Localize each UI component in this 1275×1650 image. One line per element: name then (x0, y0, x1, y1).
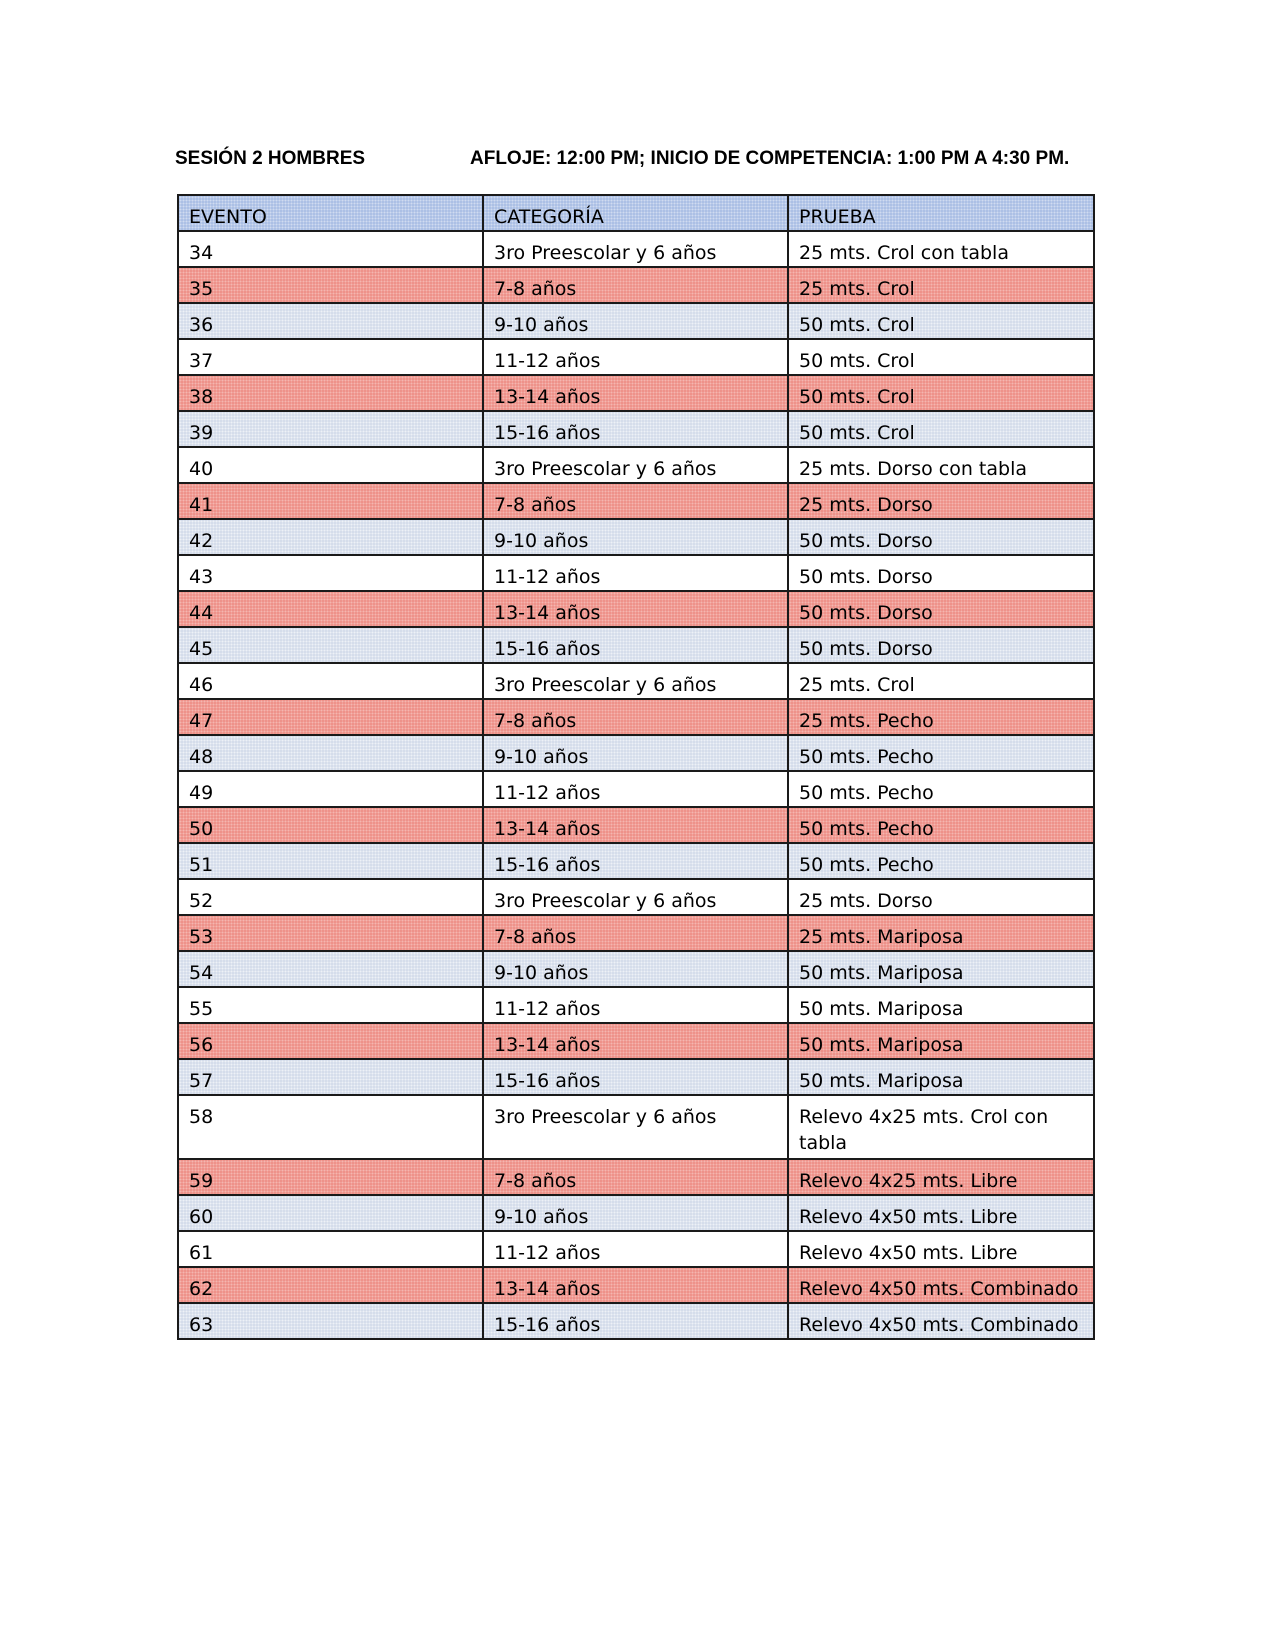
cell-evento: 40 (178, 447, 483, 483)
cell-categoria: 15-16 años (483, 627, 788, 663)
cell-categoria: 7-8 años (483, 699, 788, 735)
table-row (178, 591, 1094, 627)
cell-evento: 36 (178, 303, 483, 339)
cell-categoria: 15-16 años (483, 1303, 788, 1339)
cell-evento: 38 (178, 375, 483, 411)
table-row (178, 1267, 1094, 1303)
events-table-body (178, 231, 1094, 1339)
cell-evento: 45 (178, 627, 483, 663)
table-row (178, 303, 1094, 339)
table-row (178, 843, 1094, 879)
cell-categoria: 13-14 años (483, 375, 788, 411)
table-row (178, 519, 1094, 555)
cell-evento: 41 (178, 483, 483, 519)
cell-prueba: 25 mts. Dorso (788, 879, 1094, 915)
schedule-text: AFLOJE: 12:00 PM; INICIO DE COMPETENCIA: 1:00 PM A 4:30 PM. (470, 148, 1070, 169)
cell-categoria: 9-10 años (483, 1195, 788, 1231)
cell-evento: 54 (178, 951, 483, 987)
cell-categoria: 3ro Preescolar y 6 años (483, 231, 788, 267)
cell-categoria: 11-12 años (483, 339, 788, 375)
table-row (178, 807, 1094, 843)
cell-prueba: 25 mts. Dorso con tabla (788, 447, 1094, 483)
cell-categoria: 7-8 años (483, 267, 788, 303)
cell-evento: 53 (178, 915, 483, 951)
cell-evento: 39 (178, 411, 483, 447)
table-row (178, 915, 1094, 951)
cell-prueba: 25 mts. Crol (788, 663, 1094, 699)
cell-prueba: 50 mts. Crol (788, 303, 1094, 339)
cell-evento: 62 (178, 1267, 483, 1303)
page-heading (175, 148, 1095, 176)
cell-prueba: 50 mts. Crol (788, 411, 1094, 447)
cell-prueba: 50 mts. Mariposa (788, 987, 1094, 1023)
table-row (178, 267, 1094, 303)
table-row (178, 699, 1094, 735)
cell-evento: 44 (178, 591, 483, 627)
cell-evento: 58 (178, 1095, 483, 1159)
cell-prueba: 50 mts. Dorso (788, 627, 1094, 663)
table-row (178, 1095, 1094, 1159)
cell-prueba: Relevo 4x50 mts. Libre (788, 1231, 1094, 1267)
column-header-categoria: CATEGORÍA (483, 195, 788, 231)
cell-categoria: 13-14 años (483, 591, 788, 627)
cell-categoria: 9-10 años (483, 519, 788, 555)
cell-categoria: 7-8 años (483, 1159, 788, 1195)
cell-evento: 61 (178, 1231, 483, 1267)
cell-prueba: 50 mts. Pecho (788, 807, 1094, 843)
cell-prueba: 50 mts. Pecho (788, 771, 1094, 807)
cell-categoria: 13-14 años (483, 807, 788, 843)
table-row (178, 339, 1094, 375)
cell-evento: 46 (178, 663, 483, 699)
cell-categoria: 13-14 años (483, 1023, 788, 1059)
cell-prueba: 50 mts. Mariposa (788, 951, 1094, 987)
table-row (178, 771, 1094, 807)
cell-categoria: 13-14 años (483, 1267, 788, 1303)
table-row (178, 447, 1094, 483)
column-header-evento: EVENTO (178, 195, 483, 231)
cell-categoria: 7-8 años (483, 483, 788, 519)
table-row (178, 375, 1094, 411)
cell-evento: 43 (178, 555, 483, 591)
cell-evento: 63 (178, 1303, 483, 1339)
cell-categoria: 11-12 años (483, 1231, 788, 1267)
table-header-row (178, 195, 1094, 231)
cell-evento: 50 (178, 807, 483, 843)
cell-prueba: Relevo 4x50 mts. Combinado (788, 1267, 1094, 1303)
table-row (178, 627, 1094, 663)
cell-prueba: 25 mts. Dorso (788, 483, 1094, 519)
cell-evento: 49 (178, 771, 483, 807)
cell-evento: 60 (178, 1195, 483, 1231)
table-row (178, 1231, 1094, 1267)
cell-evento: 35 (178, 267, 483, 303)
table-row (178, 483, 1094, 519)
cell-evento: 56 (178, 1023, 483, 1059)
cell-categoria: 11-12 años (483, 987, 788, 1023)
cell-prueba: 50 mts. Crol (788, 375, 1094, 411)
cell-categoria: 9-10 años (483, 951, 788, 987)
cell-evento: 47 (178, 699, 483, 735)
session-title: SESIÓN 2 HOMBRES (175, 148, 366, 169)
cell-prueba: Relevo 4x50 mts. Combinado (788, 1303, 1094, 1339)
cell-prueba: 50 mts. Pecho (788, 735, 1094, 771)
cell-prueba: 50 mts. Mariposa (788, 1023, 1094, 1059)
cell-categoria: 3ro Preescolar y 6 años (483, 879, 788, 915)
cell-categoria: 11-12 años (483, 771, 788, 807)
cell-categoria: 9-10 años (483, 735, 788, 771)
events-table (177, 194, 1095, 1340)
cell-categoria: 3ro Preescolar y 6 años (483, 447, 788, 483)
table-row (178, 1059, 1094, 1095)
column-header-prueba: PRUEBA (788, 195, 1094, 231)
table-row (178, 951, 1094, 987)
cell-evento: 37 (178, 339, 483, 375)
table-row (178, 663, 1094, 699)
cell-categoria: 11-12 años (483, 555, 788, 591)
cell-evento: 42 (178, 519, 483, 555)
cell-evento: 52 (178, 879, 483, 915)
cell-evento: 57 (178, 1059, 483, 1095)
cell-prueba: 25 mts. Crol con tabla (788, 231, 1094, 267)
cell-prueba: 50 mts. Dorso (788, 591, 1094, 627)
cell-categoria: 15-16 años (483, 411, 788, 447)
cell-prueba: 25 mts. Crol (788, 267, 1094, 303)
cell-prueba: Relevo 4x25 mts. Crol con tabla (788, 1095, 1094, 1159)
cell-prueba: 25 mts. Pecho (788, 699, 1094, 735)
cell-categoria: 15-16 años (483, 1059, 788, 1095)
cell-prueba: Relevo 4x25 mts. Libre (788, 1159, 1094, 1195)
cell-prueba: 50 mts. Dorso (788, 519, 1094, 555)
table-row (178, 735, 1094, 771)
cell-categoria: 9-10 años (483, 303, 788, 339)
cell-evento: 34 (178, 231, 483, 267)
cell-prueba: Relevo 4x50 mts. Libre (788, 1195, 1094, 1231)
cell-evento: 48 (178, 735, 483, 771)
cell-prueba: 50 mts. Pecho (788, 843, 1094, 879)
cell-prueba: 50 mts. Mariposa (788, 1059, 1094, 1095)
cell-evento: 59 (178, 1159, 483, 1195)
table-row (178, 555, 1094, 591)
cell-evento: 55 (178, 987, 483, 1023)
table-row (178, 879, 1094, 915)
table-row (178, 987, 1094, 1023)
cell-prueba: 50 mts. Crol (788, 339, 1094, 375)
table-row (178, 1195, 1094, 1231)
cell-categoria: 3ro Preescolar y 6 años (483, 1095, 788, 1159)
table-row (178, 1159, 1094, 1195)
cell-categoria: 15-16 años (483, 843, 788, 879)
cell-categoria: 7-8 años (483, 915, 788, 951)
table-row (178, 411, 1094, 447)
table-row (178, 1023, 1094, 1059)
table-row (178, 1303, 1094, 1339)
cell-evento: 51 (178, 843, 483, 879)
cell-prueba: 50 mts. Dorso (788, 555, 1094, 591)
cell-categoria: 3ro Preescolar y 6 años (483, 663, 788, 699)
table-row (178, 231, 1094, 267)
cell-prueba: 25 mts. Mariposa (788, 915, 1094, 951)
